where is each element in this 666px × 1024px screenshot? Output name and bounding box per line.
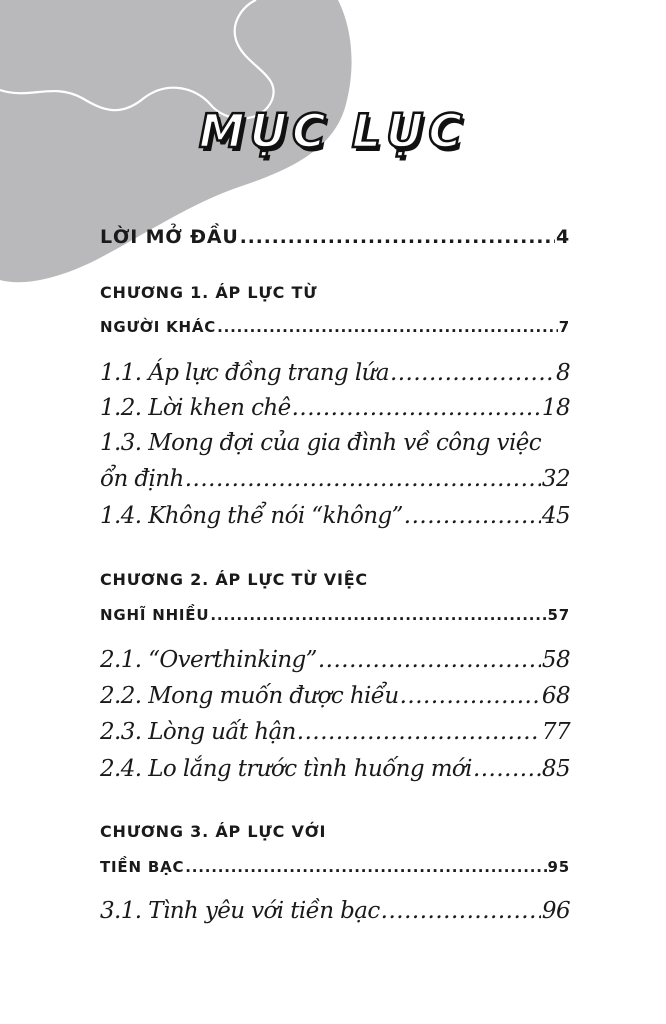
chapter3-title-cont: TIỀN BẠC — [100, 858, 185, 876]
chapter3-title: CHƯƠNG 3. ÁP LỰC VỚI — [100, 822, 327, 841]
section-page: 8 — [555, 360, 570, 386]
section-page: 85 — [541, 756, 570, 782]
section-label: 1.2. Lời khen chê — [100, 395, 291, 421]
toc-intro-label: LỜI MỞ ĐẦU — [100, 226, 239, 248]
leader-dots — [240, 226, 555, 248]
toc-section-1-1[interactable] — [100, 360, 570, 386]
chapter1-page: 7 — [558, 318, 570, 336]
leader-dots — [400, 683, 541, 709]
leader-dots — [297, 719, 541, 745]
toc-section-2-2[interactable] — [100, 683, 570, 709]
toc-section-3-1[interactable] — [100, 898, 570, 924]
section-label: 1.4. Không thể nói “không” — [100, 503, 403, 529]
section-page: 77 — [541, 719, 570, 745]
section-page: 32 — [541, 466, 570, 492]
toc-section-2-4[interactable] — [100, 756, 570, 782]
chapter2-title: CHƯƠNG 2. ÁP LỰC TỪ VIỆC — [100, 570, 368, 589]
section-label: 1.1. Áp lực đồng trang lứa — [100, 360, 389, 386]
leader-dots — [210, 606, 546, 624]
section-label: 3.1. Tình yêu với tiền bạc — [100, 898, 380, 924]
chapter2-page: 57 — [547, 606, 570, 624]
leader-dots — [381, 898, 541, 924]
section-label: 2.4. Lo lắng trước tình huống mới — [100, 756, 472, 782]
chapter3-page: 95 — [547, 858, 570, 876]
leader-dots — [292, 395, 541, 421]
section-page: 68 — [541, 683, 570, 709]
toc-section-1-3[interactable] — [100, 466, 570, 492]
toc-chapter1[interactable] — [100, 318, 570, 336]
toc-section-1-4[interactable] — [100, 503, 570, 529]
section-label: 2.1. “Overthinking” — [100, 647, 317, 673]
chapter1-title-cont: NGƯỜI KHÁC — [100, 318, 217, 336]
toc-section-1-2[interactable] — [100, 395, 570, 421]
toc-section-2-3[interactable] — [100, 719, 570, 745]
toc-intro-page: 4 — [555, 226, 570, 248]
section-label: 2.3. Lòng uất hận — [100, 719, 296, 745]
toc-chapter3[interactable] — [100, 858, 570, 876]
leader-dots — [404, 503, 541, 529]
toc-section-2-1[interactable] — [100, 647, 570, 673]
leader-dots — [185, 858, 546, 876]
toc-intro[interactable] — [100, 226, 570, 248]
section-label: ổn định — [100, 466, 184, 492]
chapter2-title-cont: NGHĨ NHIỀU — [100, 606, 210, 624]
leader-dots — [473, 756, 541, 782]
page-title: MỤC LỤC — [198, 104, 468, 158]
section-label: 2.2. Mong muốn được hiểu — [100, 683, 399, 709]
section-page: 45 — [541, 503, 570, 529]
leader-dots — [318, 647, 541, 673]
toc-section-1-3-line1[interactable]: 1.3. Mong đợi của gia đình về công việc — [100, 430, 541, 456]
toc-chapter2[interactable] — [100, 606, 570, 624]
section-page: 58 — [541, 647, 570, 673]
leader-dots — [217, 318, 558, 336]
leader-dots — [185, 466, 541, 492]
leader-dots — [390, 360, 555, 386]
section-page: 18 — [541, 395, 570, 421]
section-page: 96 — [541, 898, 570, 924]
chapter1-title: CHƯƠNG 1. ÁP LỰC TỪ — [100, 283, 318, 302]
